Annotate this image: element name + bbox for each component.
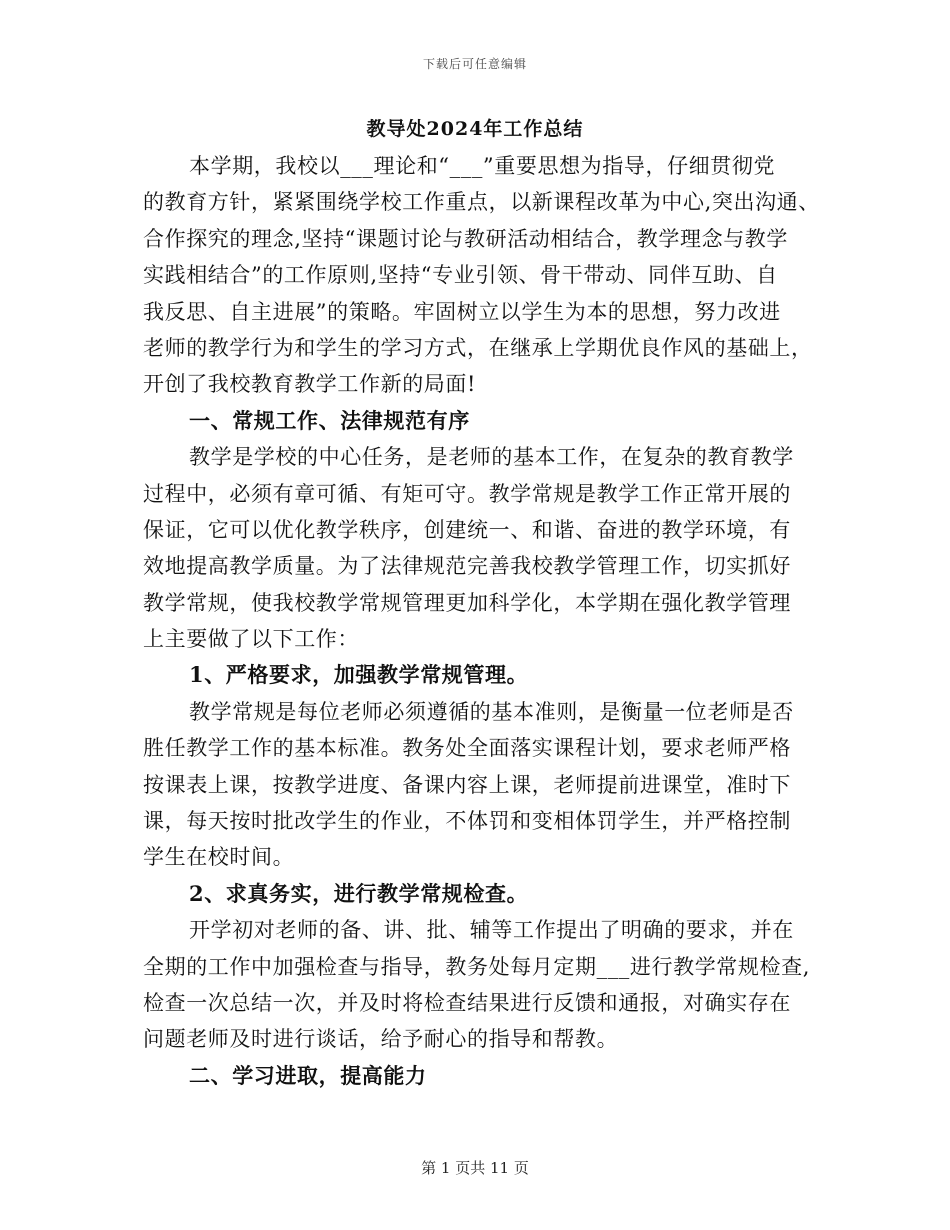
- text-line: 保证，它可以优化教学秩序，创建统一、和谐、奋进的教学环境，有: [143, 517, 791, 542]
- text-line: 的教育方针，紧紧围绕学校工作重点，以新课程改革为中心,突出沟通、: [143, 190, 820, 215]
- text-line: 课，每天按时批改学生的作业，不体罚和变相体罚学生，并严格控制: [143, 809, 791, 834]
- text-line: 上主要做了以下工作：: [143, 627, 359, 652]
- text-line: 合作探究的理念,坚持“课题讨论与教研活动相结合，教学理念与教学: [143, 226, 789, 251]
- text-line: 按课表上课，按教学进度、备课内容上课，老师提前进课堂，准时下: [143, 772, 791, 797]
- section-heading: 一、常规工作、法律规范有序: [189, 407, 470, 433]
- text-line: 教学常规是每位老师必须遵循的基本准则，是衡量一位老师是否: [189, 699, 794, 724]
- section-heading: 二、学习进取，提高能力: [189, 1062, 427, 1088]
- document-title: 教导处2024年工作总结: [366, 118, 584, 140]
- text-line: 实践相结合”的工作原则,坚持“专业引领、骨干带动、同伴互助、自: [143, 263, 778, 288]
- text-line: 老师的教学行为和学生的学习方式，在继承上学期优良作风的基础上，: [143, 335, 813, 360]
- section-heading: 1、严格要求，加强教学常规管理。: [189, 662, 529, 688]
- text-line: 本学期，我校以___理论和“___”重要思想为指导，仔细贯彻党: [189, 154, 776, 178]
- text-line: 问题老师及时进行谈话，给予耐心的指导和帮教。: [143, 1027, 619, 1052]
- text-line: 教学是学校的中心任务，是老师的基本工作，在复杂的教育教学: [189, 445, 794, 470]
- text-line: 教学常规，使我校教学常规管理更加科学化，本学期在强化教学管理: [143, 590, 791, 615]
- page-footer: 第 1 页共 11 页: [421, 1159, 529, 1177]
- text-line: 学生在校时间。: [143, 845, 295, 870]
- text-line: 全期的工作中加强检查与指导，教务处每月定期___进行教学常规检查,: [143, 954, 810, 979]
- document-body: [143, 148, 823, 1094]
- text-line: 胜任教学工作的基本标准。教务处全面落实课程计划，要求老师严格: [143, 736, 791, 761]
- text-line: 开创了我校教育教学工作新的局面!: [143, 372, 477, 397]
- text-line: 我反思、自主进展”的策略。牢固树立以学生为本的思想，努力改进: [143, 299, 781, 324]
- text-line: 检查一次总结一次，并及时将检查结果进行反馈和通报，对确实存在: [143, 990, 791, 1015]
- section-heading: 2、求真务实，进行教学常规检查。: [189, 880, 529, 906]
- text-line: 开学初对老师的备、讲、批、辅等工作提出了明确的要求，并在: [189, 918, 794, 943]
- download-note: 下载后可任意编辑: [422, 57, 527, 71]
- text-line: 效地提高教学质量。为了法律规范完善我校教学管理工作，切实抓好: [143, 554, 791, 579]
- text-line: 过程中，必须有章可循、有矩可守。教学常规是教学工作正常开展的: [143, 481, 791, 506]
